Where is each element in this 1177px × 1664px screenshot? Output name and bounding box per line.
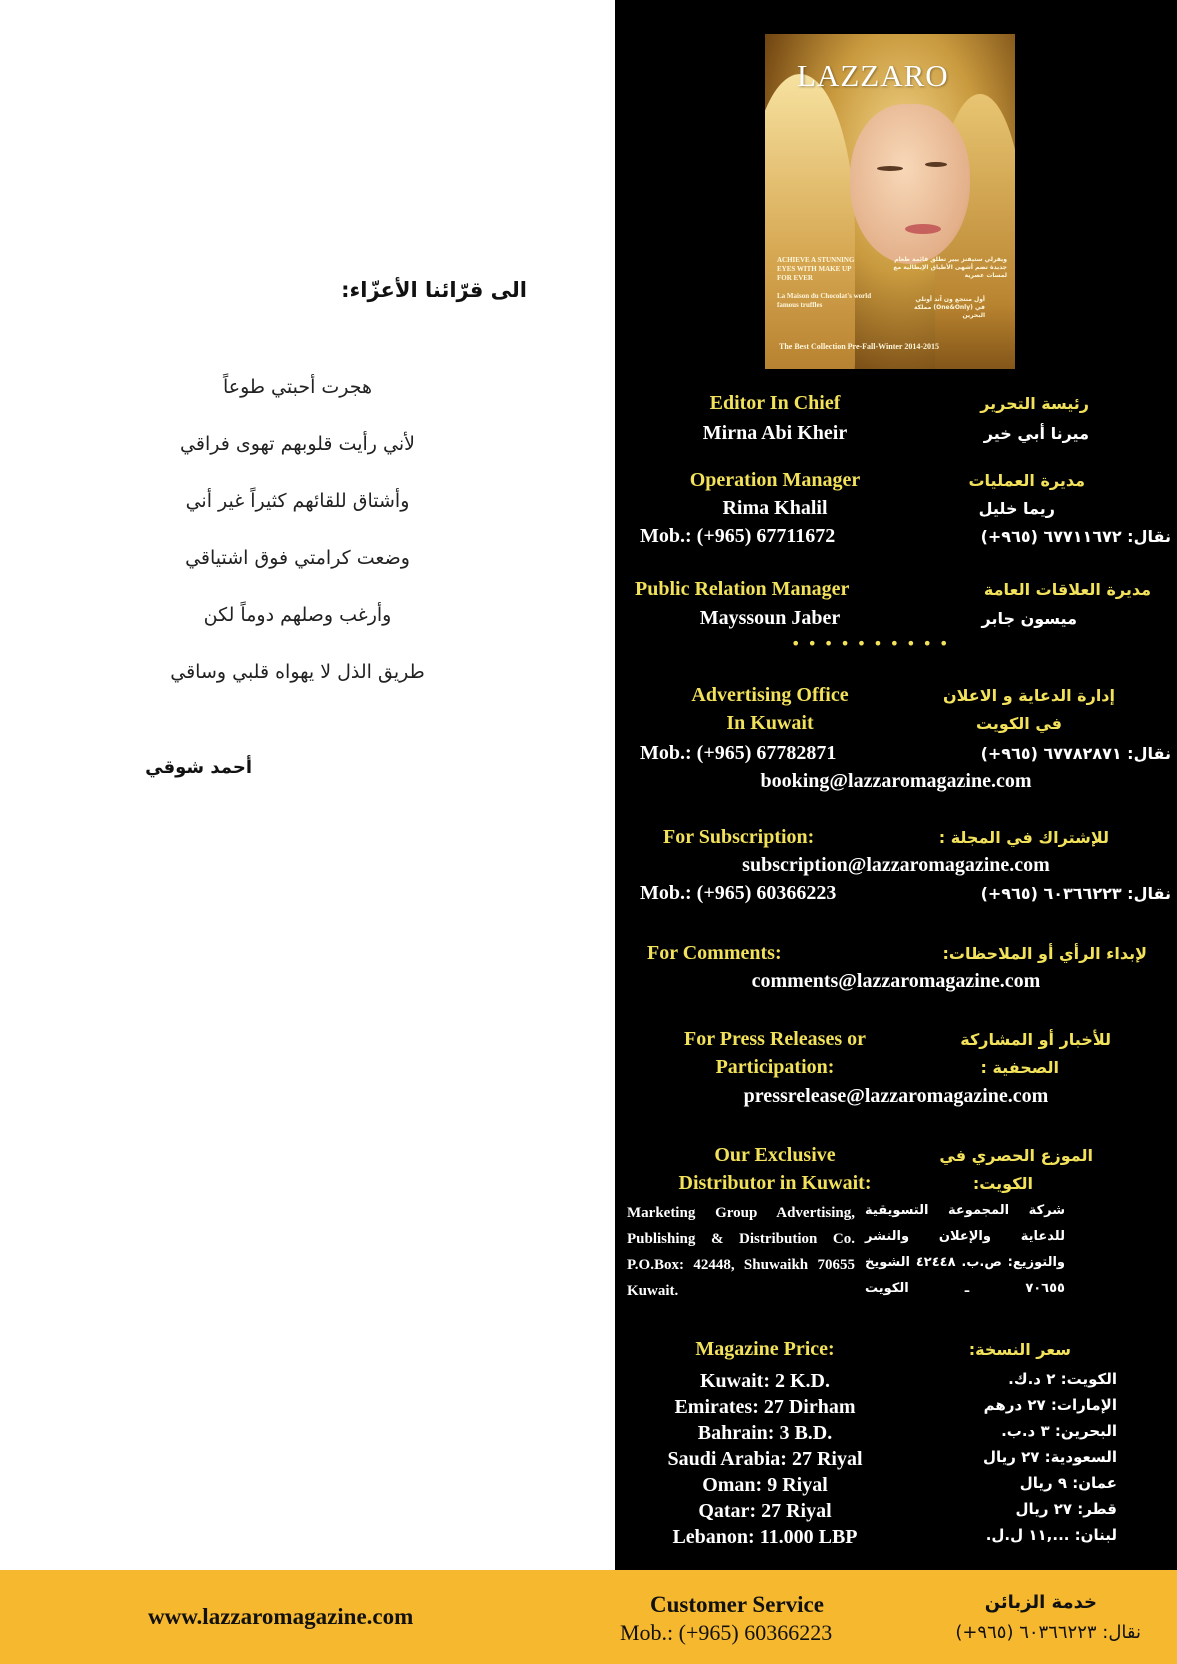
poet-name: أحمد شوقي [145,757,252,778]
cover-headline-ar: ويفرلي ستيفنز بيير تطلق قائمة طعام جديدة تضم أشهى الأطباق الإيطالية مع لمسات عصرية [893,256,1007,279]
pr-name-ar: ميسون جابر [981,609,1077,628]
editor-title-ar: رئيسة التحرير [980,394,1089,413]
distributor-address-ar: شركة المجموعة التسويقية للدعاية والإعلان والنشر والتوزيع: ص.ب. ٤٢٤٤٨ الشويخ ٧٠٦٥٥ ـ الكويت [865,1203,1065,1296]
poem-verse: وأرغب وصلهم دوماً لكن [203,604,392,626]
ops-mobile-en: Mob.: (+965) 67711672 [640,525,836,547]
distributor-title-en: Our Exclusive [714,1144,836,1166]
price-item-ar: السعودية: ٢٧ ريال [982,1448,1117,1466]
dedication-title: الى قرّائنا الأعزّاء: [341,278,527,302]
pr-title-ar: مديرة العلاقات العامة [983,580,1151,599]
price-item-ar: الإمارات: ٢٧ درهم [983,1396,1117,1414]
price-item: Emirates: 27 Dirham [674,1396,856,1418]
subscription-mobile-en: Mob.: (+965) 60366223 [640,882,837,904]
subscription-title-ar: للإشتراك في المجلة : [938,828,1109,847]
customer-service-title-ar: خدمة الزبائن [984,1592,1097,1613]
poem-verse: هجرت أحبتي طوعاً [222,376,373,398]
subscription-mobile-ar: نقال: ٦٠٣٦٦٢٢٣ (٩٦٥+) [980,884,1171,903]
magazine-cover-image [765,34,1015,369]
advertising-mobile-en: Mob.: (+965) 67782871 [640,742,837,764]
website-link[interactable]: www.lazzaromagazine.com [148,1604,414,1629]
ops-title-en: Operation Manager [689,469,861,491]
pr-name-en: Mayssoun Jaber [699,607,841,629]
press-title-ar: الصحفية : [980,1058,1059,1077]
editor-title-en: Editor In Chief [709,392,841,414]
distributor-title-ar: الكويت: [972,1174,1033,1193]
comments-title-en: For Comments: [647,942,782,964]
customer-service-mobile-en: Mob.: (+965) 60366223 [620,1620,833,1645]
footer-bar [0,1570,1177,1664]
price-title-en: Magazine Price: [695,1338,835,1360]
press-title-en: Participation: [715,1056,835,1078]
advertising-title-en: Advertising Office [691,684,849,706]
cover-logo: LAZZARO [797,58,949,93]
distributor-address-en: Marketing Group Advertising, Publishing & Distribution Co. P.O.Box: 42448, Shuwaikh 70655 Kuwait. [627,1205,855,1299]
press-title-ar: للأخبار أو المشاركة [960,1030,1111,1049]
price-list-en [615,1368,915,1550]
masthead-panel [615,0,1177,1570]
advertising-title-ar: في الكويت [975,714,1062,733]
cover-headline: The Best Collection Pre-Fall-Winter 2014-2015 [779,342,939,351]
distributor-title-en: Distributor in Kuwait: [678,1172,872,1194]
ops-name-ar: ريما خليل [978,499,1055,518]
ops-mobile-ar: نقال: ٦٧٧١١٦٧٢ (٩٦٥+) [980,527,1171,546]
distributor-title-ar: الموزع الحصري في [939,1146,1093,1165]
cover-headline: ACHIEVE A STUNNING EYES WITH MAKE UP FOR EVER [777,256,855,282]
editor-name-en: Mirna Abi Kheir [702,422,848,444]
poem-verse: وضعت كرامتي فوق اشتياقي [185,547,410,569]
price-item: Lebanon: 11.000 LBP [672,1526,858,1548]
price-item: Kuwait: 2 K.D. [700,1370,830,1392]
price-title-ar: سعر النسخة: [968,1340,1071,1359]
advertising-title-en: In Kuwait [726,712,814,734]
press-email[interactable]: pressrelease@lazzaromagazine.com [743,1085,1049,1107]
price-item-ar: قطر: ٢٧ ريال [1015,1500,1117,1518]
price-item: Qatar: 27 Riyal [698,1500,832,1522]
price-item: Saudi Arabia: 27 Riyal [667,1448,863,1470]
advertising-email[interactable]: booking@lazzaromagazine.com [760,770,1032,792]
price-item: Bahrain: 3 B.D. [697,1422,833,1444]
comments-email[interactable]: comments@lazzaromagazine.com [751,970,1041,992]
subscription-title-en: For Subscription: [663,826,815,848]
advertising-mobile-ar: نقال: ٦٧٧٨٢٨٧١ (٩٦٥+) [980,744,1171,763]
price-item: Oman: 9 Riyal [702,1474,828,1496]
poem-verse: وأشتاق للقائهم كثيراً غير أني [185,490,410,512]
separator-dots: •••••••••• [791,634,956,653]
poem-verse: طريق الذل لا يهواه قلبي وساقي [170,661,425,683]
price-item-ar: البحرين: ٣ د.ب. [1001,1422,1117,1440]
price-item-ar: الكويت: ٢ د.ك. [1008,1370,1117,1388]
price-list-ar [917,1366,1117,1548]
subscription-email[interactable]: subscription@lazzaromagazine.com [742,854,1050,876]
dedication-panel [0,0,615,1570]
ops-title-ar: مديرة العمليات [968,471,1085,490]
comments-title-ar: لإبداء الرأي أو الملاحظات: [942,944,1147,963]
price-item-ar: عمان: ٩ ريال [1019,1474,1117,1492]
price-item-ar: لبنان: ...,١١ ل.ل. [985,1526,1117,1544]
editor-name-ar: ميرنا أبي خير [983,424,1089,443]
poem-verse: لأني رأيت قلوبهم تهوى فراقي [180,433,415,455]
cover-headline-ar: أول منتجع ون آند أونلي في (One&Only) مملكة البحرين [913,296,985,319]
press-title-en: For Press Releases or [684,1028,866,1050]
advertising-title-ar: إدارة الدعاية و الاعلان [942,686,1115,705]
customer-service-title-en: Customer Service [650,1592,824,1617]
cover-headline: La Maison du Chocolat's world famous truffles [777,292,872,309]
ops-name-en: Rima Khalil [722,497,828,519]
pr-title-en: Public Relation Manager [635,578,850,600]
customer-service-mobile-ar: نقال: ٦٠٣٦٦٢٢٣ (٩٦٥+) [955,1622,1141,1643]
